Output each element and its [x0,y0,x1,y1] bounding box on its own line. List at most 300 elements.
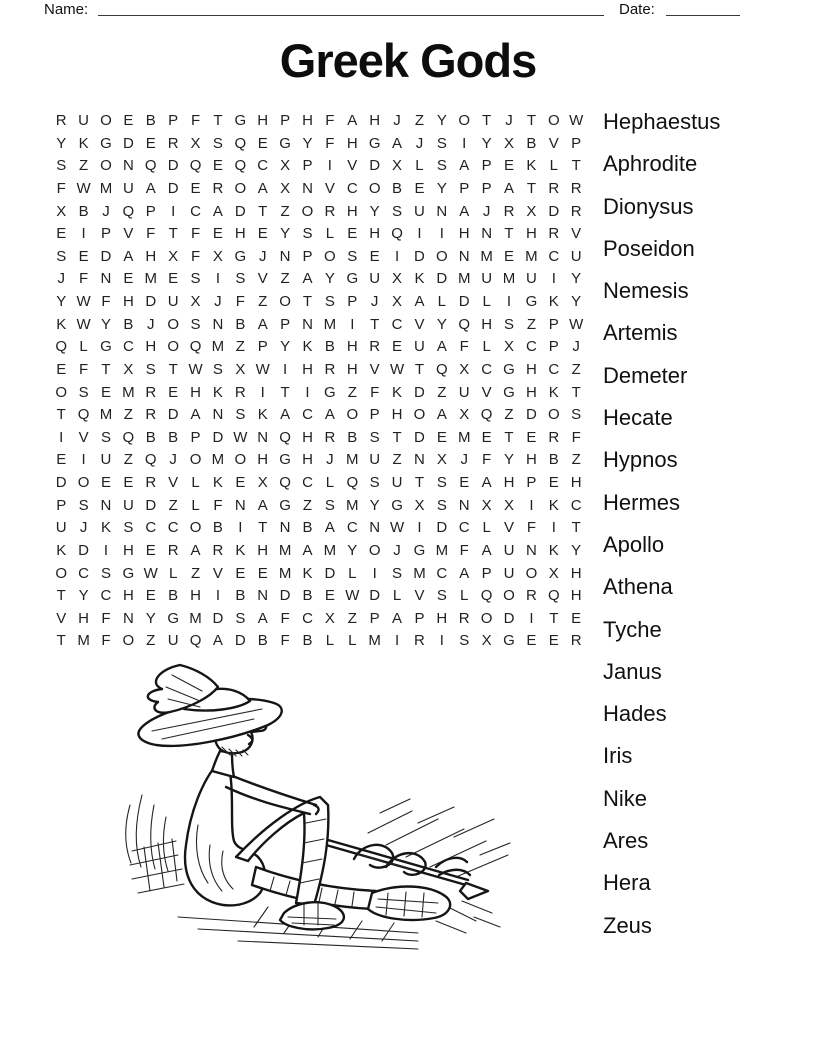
grid-letter: J [505,112,513,129]
grid-letter: L [168,564,178,582]
grid-letter: M [457,428,471,446]
grid-letter: S [369,474,380,491]
grid-letter: O [234,451,247,469]
grid-letter: A [257,179,268,197]
grid-letter: K [56,541,67,559]
grid-letter: P [481,179,492,197]
grid-letter: N [122,609,134,627]
word-list-item: Dionysus [603,193,694,219]
grid-letter: L [191,474,200,491]
grid-letter: U [414,202,425,220]
grid-letter: J [393,112,401,129]
grid-letter: E [235,564,246,582]
word-list-item: Athena [603,574,673,600]
grid-letter: N [436,202,448,220]
grid-letter: O [525,564,538,582]
grid-letter: A [257,609,268,627]
grid-letter: Q [77,406,90,424]
grid-letter: L [482,338,491,356]
grid-letter: T [504,428,514,446]
grid-letter: L [549,157,558,175]
grid-letter: H [525,451,537,469]
grid-letter: I [238,519,243,537]
grid-letter: A [347,112,358,129]
grid-letter: O [122,632,135,650]
grid-letter: V [78,428,89,446]
grid-letter: D [212,609,224,627]
grid-letter: H [391,406,403,424]
grid-letter: N [122,157,134,175]
word-list-item: Hypnos [603,447,678,473]
grid-letter: K [212,383,223,401]
grid-letter: S [190,315,201,333]
grid-letter: W [255,360,270,378]
grid-letter: V [481,383,492,401]
grid-letter: E [235,474,246,491]
grid-letter: X [168,247,179,265]
grid-letter: C [190,202,201,220]
grid-letter: K [235,541,246,559]
grid-letter: Q [480,406,493,424]
grid-letter: Z [504,406,514,424]
grid-letter: H [346,134,358,152]
name-label: Name: [44,1,89,18]
grid-letter: F [526,519,536,537]
grid-letter: Z [347,609,357,627]
grid-letter: E [145,134,156,152]
grid-letter: R [145,474,157,491]
grid-letter: B [302,587,313,605]
grid-letter: E [324,587,335,605]
grid-letter: S [436,134,447,152]
grid-letter: M [435,541,449,559]
grid-letter: U [570,247,582,265]
grid-letter: I [394,632,400,650]
grid-letter: T [370,315,380,333]
grid-letter: N [100,496,112,514]
grid-letter: J [482,202,491,220]
grid-letter: N [279,519,291,537]
grid-letter: R [324,428,336,446]
grid-letter: L [482,293,491,310]
grid-letter: Y [302,134,313,152]
grid-letter: C [145,519,157,537]
grid-letter: K [548,383,559,401]
grid-letter: H [458,225,470,243]
grid-letter: M [77,632,90,650]
grid-letter: Y [78,587,89,605]
grid-letter: S [235,406,246,424]
grid-letter: H [257,112,269,129]
grid-letter: V [414,315,425,333]
grid-letter: S [100,564,111,582]
grid-letter: W [569,112,584,129]
grid-letter: B [235,315,246,333]
grid-letter: H [481,315,493,333]
grid-letter: E [168,270,179,288]
grid-letter: Q [189,632,202,650]
grid-letter: F [79,360,89,378]
grid-letter: Z [280,270,290,288]
grid-letter: S [436,587,447,605]
grid-letter: Z [168,496,178,514]
grid-letter: G [391,496,403,514]
grid-letter: I [171,202,176,220]
grid-letter: K [100,519,111,537]
grid-letter: Q [436,360,448,378]
grid-letter: I [305,383,310,401]
grid-letter: T [280,383,290,401]
grid-letter: O [167,315,179,333]
grid-letter: V [548,134,559,152]
grid-letter: F [459,338,469,356]
grid-letter: G [167,609,179,627]
grid-letter: F [370,383,380,401]
grid-letter: X [190,134,201,152]
grid-letter: Z [280,202,290,220]
word-list-item: Janus [603,658,662,684]
grid-letter: Q [122,202,135,220]
grid-letter: H [369,112,381,129]
grid-letter: P [548,338,559,356]
grid-letter: X [504,134,515,152]
word-list-item: Hecate [603,405,673,431]
grid-letter: R [324,360,336,378]
grid-letter: E [257,225,268,243]
grid-letter: S [392,564,403,582]
grid-letter: P [369,609,380,627]
grid-letter: R [525,587,537,605]
hermes-figure [138,665,450,929]
grid-letter: N [458,496,470,514]
grid-letter: Z [79,157,89,175]
grid-letter: G [234,112,247,129]
grid-letter: E [504,157,515,175]
grid-letter: H [302,451,313,469]
grid-letter: N [481,225,493,243]
grid-letter: D [548,202,560,220]
grid-letter: U [167,293,179,310]
grid-letter: F [101,609,111,627]
grid-letter: K [212,474,223,491]
grid-letter: O [324,247,336,265]
grid-letter: Y [56,134,67,152]
grid-letter: H [145,247,157,265]
grid-letter: X [481,632,492,650]
grid-letter: S [436,496,447,514]
grid-letter: R [167,541,179,559]
grid-letter: G [324,383,336,401]
grid-letter: P [481,157,492,175]
grid-letter: O [368,541,381,559]
grid-letter: Y [436,112,447,129]
grid-letter: E [56,451,67,469]
grid-letter: Y [481,134,492,152]
grid-letter: H [302,360,313,378]
grid-letter: D [503,609,515,627]
grid-letter: R [212,179,224,197]
grid-letter: G [368,134,381,152]
grid-letter: G [100,134,112,152]
grid-letter: M [413,564,426,582]
grid-letter: K [548,496,559,514]
hermes-line-art-svg [118,655,518,955]
grid-letter: Q [189,338,202,356]
grid-letter: I [350,315,355,333]
grid-letter: O [436,247,448,265]
grid-letter: M [122,383,135,401]
grid-letter: L [79,338,88,356]
grid-letter: A [190,406,201,424]
grid-letter: H [525,360,537,378]
grid-letter: T [56,632,66,650]
word-list-item: Tyche [603,616,662,642]
grid-letter: C [458,519,470,537]
grid-letter: H [257,451,269,469]
grid-letter: K [302,564,313,582]
grid-letter: C [257,157,269,175]
grid-letter: Q [547,587,560,605]
grid-letter: Z [526,315,536,333]
grid-letter: D [324,564,336,582]
grid-letter: X [504,338,515,356]
grid-letter: U [414,338,425,356]
grid-letter: W [76,315,91,333]
grid-letter: T [258,519,268,537]
grid-letter: E [190,179,201,197]
grid-letter: G [503,360,515,378]
grid-letter: N [414,451,425,469]
word-list [603,101,803,947]
grid-letter: U [78,112,89,129]
word-list-item: Hermes [603,489,681,515]
grid-letter: B [235,587,246,605]
grid-letter: T [168,225,178,243]
grid-letter: B [347,428,358,446]
grid-letter: Z [123,451,133,469]
grid-letter: J [258,247,267,265]
grid-letter: J [102,202,110,220]
grid-letter: V [123,225,134,243]
grid-letter: Q [480,587,493,605]
grid-letter: C [481,360,493,378]
grid-letter: W [569,315,584,333]
grid-letter: N [212,315,224,333]
grid-letter: P [190,428,201,446]
word-list-item: Artemis [603,320,678,346]
grid-letter: Y [280,338,291,356]
grid-letter: T [571,383,581,401]
grid-letter: L [348,564,357,582]
grid-letter: V [212,564,223,582]
grid-letter: A [436,338,447,356]
grid-letter: V [504,519,515,537]
grid-letter: I [260,383,265,401]
grid-letter: D [414,428,425,446]
grid-letter: G [100,338,112,356]
grid-letter: D [167,157,179,175]
grid-letter: F [101,632,111,650]
grid-letter: Y [436,179,447,197]
grid-letter: E [548,632,559,650]
grid-letter: O [167,338,179,356]
grid-letter: H [190,383,201,401]
grid-letter: S [369,428,380,446]
grid-letter: C [122,338,134,356]
grid-letter: X [392,157,403,175]
grid-letter: Z [414,112,425,129]
grid-letter: P [280,315,291,333]
grid-letter: X [392,293,403,310]
grid-letter: R [548,428,560,446]
grid-letter: K [548,541,559,559]
grid-letter: E [257,564,268,582]
grid-letter: M [278,541,292,559]
grid-letter: O [301,202,314,220]
grid-letter: E [526,632,537,650]
grid-letter: P [347,293,358,310]
grid-letter: L [325,632,335,650]
grid-letter: E [123,270,134,288]
grid-letter: S [100,428,111,446]
grid-letter: O [100,112,112,129]
grid-letter: S [212,360,223,378]
hermes-illustration [118,655,518,955]
grid-letter: T [504,225,514,243]
grid-letter: C [548,360,560,378]
grid-letter: F [101,293,111,310]
grid-letter: H [122,587,134,605]
grid-letter: V [168,474,179,491]
grid-letter: H [346,338,358,356]
grid-letter: D [369,157,381,175]
grid-letter: R [570,202,582,220]
grid-letter: D [145,496,157,514]
grid-letter: F [190,112,201,129]
grid-letter: E [526,428,537,446]
word-list-item: Hephaestus [603,109,721,134]
grid-letter: D [145,293,157,310]
grid-letter: S [324,293,335,310]
grid-letter: D [436,519,448,537]
grid-letter: B [302,519,313,537]
grid-letter: F [56,179,66,197]
date-blank-line[interactable] [666,0,740,16]
grid-letter: B [302,632,313,650]
grid-letter: M [346,496,359,514]
grid-letter: A [392,134,403,152]
grid-letter: G [413,541,426,559]
grid-letter: O [279,293,291,310]
grid-letter: L [415,157,424,175]
grid-letter: A [459,202,470,220]
grid-letter: P [100,225,111,243]
grid-letter: Y [436,315,447,333]
grid-letter: P [571,134,582,152]
grid-letter: Y [571,293,582,310]
grid-letter: U [369,451,381,469]
grid-letter: S [212,134,223,152]
grid-letter: D [167,179,179,197]
grid-letter: P [280,112,291,129]
grid-letter: O [189,451,202,469]
grid-letter: A [302,541,313,559]
grid-letter: B [526,134,537,152]
grid-letter: A [302,270,313,288]
grid-letter: Q [458,315,471,333]
grid-letter: H [570,474,582,491]
grid-letter: M [457,270,471,288]
grid-letter: H [570,587,582,605]
grid-letter: E [436,428,447,446]
grid-letter: M [368,632,381,650]
grid-letter: Y [145,609,156,627]
grid-letter: Q [234,134,247,152]
grid-letter: B [168,428,179,446]
grid-letter: D [212,428,224,446]
grid-letter: X [414,496,425,514]
grid-letter: N [525,541,537,559]
grid-letter: S [235,270,246,288]
grid-letter: M [189,609,202,627]
grid-letter: X [123,360,134,378]
grid-letter: O [503,587,515,605]
grid-letter: C [570,496,582,514]
grid-letter: S [324,496,335,514]
word-list-item: Ares [603,828,649,854]
grid-letter: M [346,451,359,469]
grid-letter: A [324,519,335,537]
grid-letter: E [571,609,582,627]
grid-letter: T [549,609,559,627]
grid-letter: S [235,609,246,627]
grid-letter: F [190,225,201,243]
grid-letter: X [459,360,470,378]
grid-letter: N [302,315,313,333]
grid-letter: K [302,338,313,356]
name-blank-line[interactable] [98,0,604,16]
grid-letter: T [168,360,178,378]
grid-letter: Y [571,270,582,288]
word-list-item: Aphrodite [603,151,698,177]
grid-letter: J [147,315,155,333]
grid-letter: E [481,428,492,446]
grid-letter: T [101,360,111,378]
grid-letter: T [213,112,223,129]
grid-letter: C [436,564,448,582]
grid-letter: P [145,202,156,220]
grid-letter: E [212,225,223,243]
grid-letter: H [122,541,134,559]
grid-letter: S [571,406,582,424]
grid-letter: J [393,541,401,559]
grid-letter: L [392,587,402,605]
grid-letter: U [167,632,179,650]
grid-letter: X [56,202,67,220]
grid-letter: M [502,270,516,288]
grid-letter: T [414,474,425,491]
grid-letter: C [302,406,313,424]
grid-letter: Y [280,225,291,243]
grid-letter: B [145,428,156,446]
grid-letter: X [459,406,470,424]
grid-letter: R [503,202,515,220]
grid-letter: H [190,587,201,605]
grid-letter: P [526,474,537,491]
grid-letter: A [414,293,425,310]
grid-letter: W [233,428,248,446]
grid-letter: I [81,225,86,243]
